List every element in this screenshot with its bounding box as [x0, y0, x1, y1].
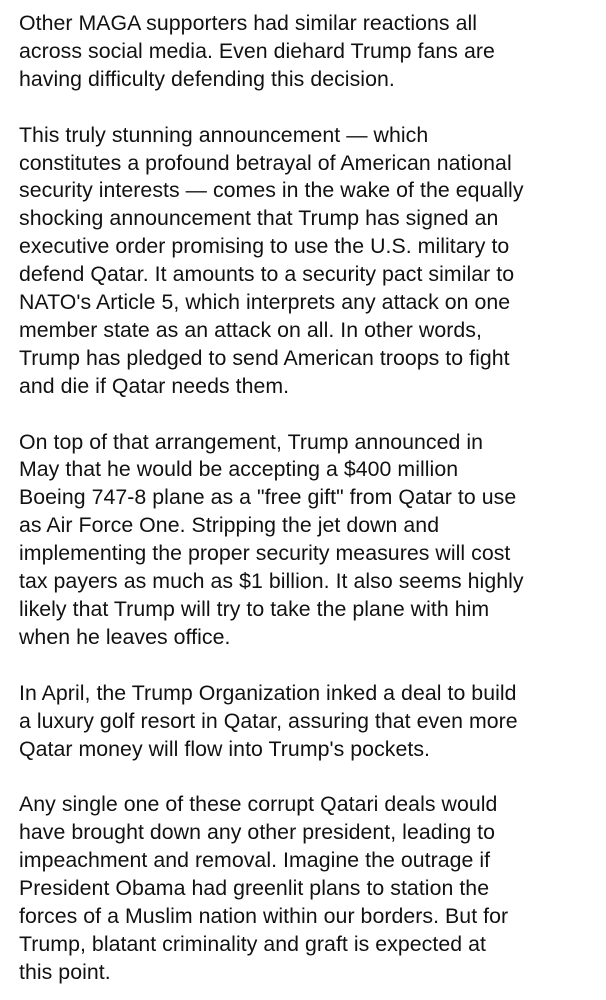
text-line: tax payers as much as $1 billion. It also seems highly — [19, 569, 524, 594]
text-line: as Air Force One. Stripping the jet down and — [19, 513, 440, 538]
text-line: President Obama had greenlit plans to station the — [19, 876, 490, 901]
text-line: Any single one of these corrupt Qatari deals would — [19, 792, 498, 817]
paragraph-golf-resort-deal — [19, 680, 606, 764]
text-line: across social media. Even diehard Trump fans are — [19, 38, 495, 63]
text-line: Boeing 747-8 plane as a "free gift" from Qatar to use — [19, 485, 517, 510]
text-line: Other MAGA supporters had similar reactions all — [19, 11, 478, 35]
paragraph-qatar-defense-order — [19, 122, 606, 401]
text-line: Trump has pledged to send American troops to fight — [19, 345, 510, 370]
paragraph-maga-reactions — [19, 10, 606, 94]
paragraph-corrupt-deals — [19, 791, 606, 986]
text-line: member state as an attack on all. In other words, — [19, 317, 482, 342]
text-line: In April, the Trump Organization inked a deal to build — [19, 680, 517, 705]
text-line: executive order promising to use the U.S. military to — [19, 234, 510, 259]
text-line: This truly stunning announcement — which — [19, 122, 429, 147]
text-line: NATO's Article 5, which interprets any attack on one — [19, 290, 511, 315]
text-line: implementing the proper security measures will cost — [19, 541, 511, 566]
text-line: On top of that arrangement, Trump announced in — [19, 429, 484, 454]
text-line: have brought down any other president, leading to — [19, 820, 496, 845]
text-line: Trump, blatant criminality and graft is expected at — [19, 931, 486, 956]
text-line: Qatar money will flow into Trump's pockets. — [19, 736, 431, 761]
text-line: impeachment and removal. Imagine the outrage if — [19, 848, 491, 873]
text-line: May that he would be accepting a $400 million — [19, 457, 459, 482]
text-line: likely that Trump will try to take the plane with him — [19, 597, 490, 621]
text-line: shocking announcement that Trump has signed an — [19, 206, 499, 231]
text-line: and die if Qatar needs them. — [19, 373, 290, 398]
text-line: security interests — comes in the wake of the equally — [19, 178, 524, 203]
text-line: constitutes a profound betrayal of American national — [19, 150, 512, 175]
text-line: defend Qatar. It amounts to a security pact similar to — [19, 262, 515, 287]
text-line: this point. — [19, 959, 111, 984]
text-line: forces of a Muslim nation within our borders. But for — [19, 903, 509, 928]
paragraph-air-force-one-gift — [19, 429, 606, 652]
text-line: having difficulty defending this decision. — [19, 66, 395, 91]
text-line: when he leaves office. — [19, 624, 231, 649]
text-line: a luxury golf resort in Qatar, assuring that even more — [19, 708, 518, 733]
